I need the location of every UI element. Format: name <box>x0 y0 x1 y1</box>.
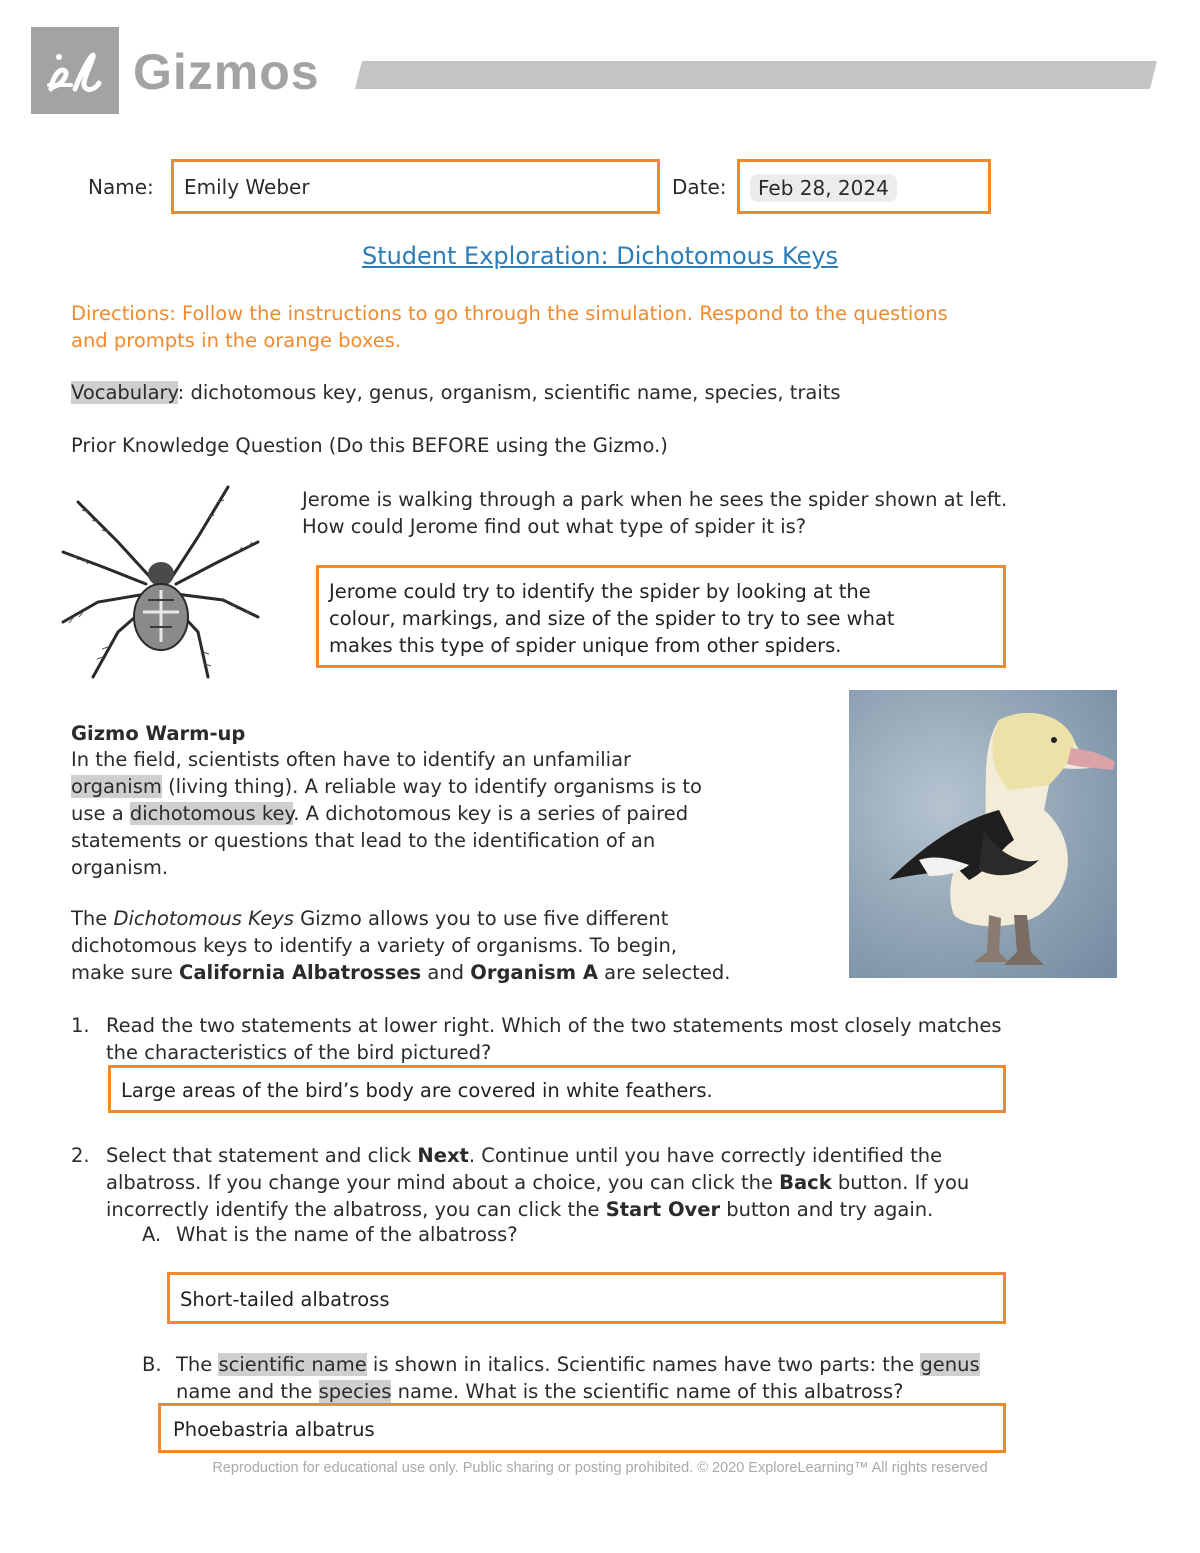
q1-line: the characteristics of the bird pictured? <box>106 1041 492 1064</box>
date-value: Feb 28, 2024 <box>750 174 897 202</box>
q2b-line <box>176 1351 980 1378</box>
date-label: Date: <box>672 175 727 199</box>
prior-knowledge-question <box>302 486 1007 540</box>
q2a-answer: Short-tailed albatross <box>180 1288 390 1311</box>
warmup-line: organism. <box>71 856 169 879</box>
answer-line: makes this type of spider unique from other spiders. <box>329 634 842 657</box>
q2b-text-part: The <box>176 1353 219 1376</box>
q2-line <box>106 1169 969 1196</box>
q2-line <box>106 1142 969 1169</box>
vocabulary-terms: : dichotomous key, genus, organism, scientific name, species, traits <box>177 381 841 404</box>
page-title[interactable]: Student Exploration: Dichotomous Keys <box>361 242 839 270</box>
q2-text-part: . Continue until you have correctly identified the <box>468 1144 943 1167</box>
q2a-label: A. <box>142 1223 162 1246</box>
q2b-text <box>176 1351 980 1405</box>
vocabulary <box>71 379 841 406</box>
albatross-illustration <box>849 690 1117 978</box>
back-button-ref: Back <box>779 1171 832 1194</box>
term-scientific-name: scientific name <box>218 1353 367 1376</box>
answer-line: Jerome could try to identify the spider by looking at the <box>329 580 871 603</box>
warmup-text: The <box>71 907 114 930</box>
q2b-label: B. <box>142 1353 162 1376</box>
vocabulary-label: Vocabulary <box>71 381 178 404</box>
name-label: Name: <box>88 175 154 199</box>
explorelearning-logo-icon <box>31 27 119 114</box>
q2-number: 2. <box>71 1144 90 1167</box>
q1-text <box>106 1012 1002 1066</box>
warmup-paragraph-1 <box>71 746 702 881</box>
directions-line: Directions: Follow the instructions to go through the simulation. Respond to the questions <box>71 302 948 325</box>
prior-knowledge-heading: Prior Knowledge Question (Do this BEFORE using the Gizmo.) <box>71 434 668 457</box>
warmup-line: statements or questions that lead to the identification of an <box>71 829 656 852</box>
warmup-text: and <box>421 961 471 984</box>
header-bar <box>355 61 1157 89</box>
warmup-text: Gizmo allows you to use five different <box>293 907 669 930</box>
warmup-paragraph-2 <box>71 905 730 986</box>
warmup-line <box>71 905 730 932</box>
footer-copyright: Reproduction for educational use only. Public sharing or posting prohibited. © 2020 ExploreLearning™ All rights reserved <box>212 1460 988 1476</box>
term-dichotomous-key: dichotomous key <box>129 802 294 825</box>
q2b-line <box>176 1378 980 1405</box>
warmup-text: use a <box>71 802 130 825</box>
answer-text <box>329 578 895 659</box>
term-species: species <box>318 1380 392 1403</box>
warmup-line <box>71 959 730 986</box>
q2b-text-part: name and the <box>176 1380 319 1403</box>
warmup-text: . A dichotomous key is a series of paired <box>293 802 689 825</box>
term-genus: genus <box>920 1353 980 1376</box>
q2b-answer: Phoebastria albatrus <box>173 1418 375 1441</box>
spider-image <box>58 482 264 682</box>
answer-line: colour, markings, and size of the spider to try to see what <box>329 607 895 630</box>
warmup-line: dichotomous keys to identify a variety of organisms. To begin, <box>71 934 678 957</box>
start-over-button-ref: Start Over <box>605 1198 721 1221</box>
warmup-line <box>71 773 702 800</box>
gizmo-name: Dichotomous Keys <box>113 907 294 930</box>
warmup-text: (living thing). A reliable way to identify organisms is to <box>161 775 702 798</box>
question-line: How could Jerome find out what type of spider it is? <box>302 515 807 538</box>
q1-answer: Large areas of the bird’s body are covered in white feathers. <box>121 1079 713 1102</box>
q2b-text-part: name. What is the scientific name of this albatross? <box>391 1380 904 1403</box>
directions <box>71 300 948 354</box>
warmup-heading: Gizmo Warm-up <box>71 722 246 745</box>
term-organism: organism <box>71 775 162 798</box>
name-field[interactable] <box>171 159 660 214</box>
spider-illustration <box>58 482 264 682</box>
name-value: Emily Weber <box>184 175 310 199</box>
logo-mark <box>31 27 119 114</box>
next-button-ref: Next <box>417 1144 469 1167</box>
logo-text: Gizmos <box>133 44 320 100</box>
q2b-text-part: is shown in italics. Scientific names have two parts: the <box>366 1353 921 1376</box>
date-field[interactable] <box>737 159 991 214</box>
q2-text-part: button. If you <box>831 1171 970 1194</box>
prior-knowledge-answer-box[interactable] <box>316 565 1006 668</box>
warmup-text: make sure <box>71 961 180 984</box>
albatross-image <box>849 690 1117 978</box>
selection-organism-a: Organism A <box>470 961 598 984</box>
q2-text <box>106 1142 969 1223</box>
q2a-answer-box[interactable] <box>167 1272 1006 1324</box>
q1-answer-box[interactable] <box>108 1065 1006 1113</box>
q2a-text: What is the name of the albatross? <box>176 1223 518 1246</box>
q2-text-part: Select that statement and click <box>106 1144 418 1167</box>
q1-number: 1. <box>71 1014 90 1037</box>
directions-line: and prompts in the orange boxes. <box>71 329 402 352</box>
q2-text-part: button and try again. <box>720 1198 934 1221</box>
q1-line: Read the two statements at lower right. Which of the two statements most closely matches <box>106 1014 1002 1037</box>
warmup-line: In the field, scientists often have to identify an unfamiliar <box>71 748 632 771</box>
question-line: Jerome is walking through a park when he sees the spider shown at left. <box>302 488 1008 511</box>
q2b-answer-box[interactable] <box>158 1403 1006 1453</box>
q2-text-part: albatross. If you change your mind about a choice, you can click the <box>106 1171 780 1194</box>
warmup-text: are selected. <box>597 961 731 984</box>
q2-text-part: incorrectly identify the albatross, you can click the <box>106 1198 606 1221</box>
selection-california-albatrosses: California Albatrosses <box>179 961 422 984</box>
warmup-line <box>71 800 702 827</box>
q2-line <box>106 1196 969 1223</box>
